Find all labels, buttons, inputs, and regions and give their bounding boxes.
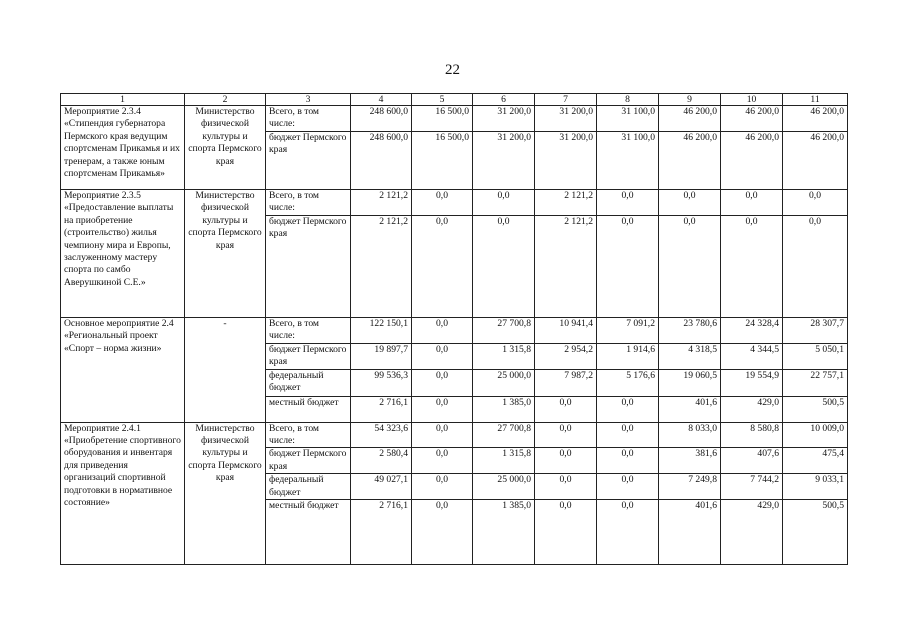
amount-cell: 19 897,7 (351, 343, 412, 369)
amount-cell: 31 200,0 (473, 106, 535, 132)
amount-cell: 0,0 (412, 396, 473, 422)
amount-cell: 2 716,1 (351, 396, 412, 422)
funding-source-cell: бюджет Пермского края (266, 216, 351, 318)
amount-cell: 16 500,0 (412, 106, 473, 132)
funding-source-cell: бюджет Пермского края (266, 132, 351, 190)
amount-cell: 0,0 (473, 216, 535, 318)
amount-cell: 1 385,0 (473, 500, 535, 565)
amount-cell: 31 200,0 (535, 106, 597, 132)
funding-source-cell: федеральный бюджет (266, 369, 351, 396)
table-row (61, 106, 848, 132)
amount-cell: 0,0 (412, 448, 473, 474)
amount-cell: 22 757,1 (783, 369, 848, 396)
amount-cell: 0,0 (783, 216, 848, 318)
executor-cell: Министерство физической культуры и спорта Пермского края (185, 190, 266, 318)
table-row (61, 422, 848, 448)
amount-cell: 0,0 (597, 474, 659, 500)
measure-name-cell: Основное мероприятие 2.4 «Региональный проект «Спорт – норма жизни» (61, 318, 185, 423)
amount-cell: 0,0 (412, 318, 473, 344)
amount-cell: 8 580,8 (721, 422, 783, 448)
column-number: 2 (185, 94, 266, 106)
amount-cell: 0,0 (597, 422, 659, 448)
amount-cell: 31 100,0 (597, 106, 659, 132)
amount-cell: 0,0 (597, 216, 659, 318)
amount-cell: 46 200,0 (721, 106, 783, 132)
amount-cell: 46 200,0 (659, 106, 721, 132)
amount-cell: 475,4 (783, 448, 848, 474)
amount-cell: 0,0 (783, 190, 848, 216)
column-number: 10 (721, 94, 783, 106)
column-number: 6 (473, 94, 535, 106)
funding-source-cell: Всего, в том числе: (266, 190, 351, 216)
amount-cell: 46 200,0 (783, 132, 848, 190)
column-number: 1 (61, 94, 185, 106)
amount-cell: 0,0 (412, 369, 473, 396)
amount-cell: 0,0 (721, 216, 783, 318)
funding-source-cell: Всего, в том числе: (266, 318, 351, 344)
table-row (61, 318, 848, 344)
amount-cell: 31 200,0 (535, 132, 597, 190)
measure-name-cell: Мероприятие 2.3.5 «Предоставление выплаты на приобретение (строительство) жилья чемпиону мира и Европы, заслуженному мастеру спорта по самбо Аверушкиной С.Е.» (61, 190, 185, 318)
amount-cell: 248 600,0 (351, 132, 412, 190)
amount-cell: 27 700,8 (473, 318, 535, 344)
amount-cell: 0,0 (473, 190, 535, 216)
amount-cell: 0,0 (412, 500, 473, 565)
amount-cell: 2 580,4 (351, 448, 412, 474)
amount-cell: 7 091,2 (597, 318, 659, 344)
amount-cell: 500,5 (783, 396, 848, 422)
amount-cell: 248 600,0 (351, 106, 412, 132)
amount-cell: 28 307,7 (783, 318, 848, 344)
column-number: 4 (351, 94, 412, 106)
amount-cell: 381,6 (659, 448, 721, 474)
amount-cell: 0,0 (535, 422, 597, 448)
amount-cell: 122 150,1 (351, 318, 412, 344)
executor-cell: Министерство физической культуры и спорта Пермского края (185, 106, 266, 190)
funding-source-cell: местный бюджет (266, 396, 351, 422)
amount-cell: 429,0 (721, 500, 783, 565)
amount-cell: 25 000,0 (473, 369, 535, 396)
amount-cell: 1 914,6 (597, 343, 659, 369)
amount-cell: 0,0 (535, 500, 597, 565)
column-number: 11 (783, 94, 848, 106)
amount-cell: 401,6 (659, 396, 721, 422)
amount-cell: 5 050,1 (783, 343, 848, 369)
amount-cell: 2 954,2 (535, 343, 597, 369)
column-number: 8 (597, 94, 659, 106)
executor-cell: Министерство физической культуры и спорта Пермского края (185, 422, 266, 564)
amount-cell: 1 315,8 (473, 343, 535, 369)
amount-cell: 7 987,2 (535, 369, 597, 396)
amount-cell: 9 033,1 (783, 474, 848, 500)
amount-cell: 10 009,0 (783, 422, 848, 448)
amount-cell: 0,0 (597, 448, 659, 474)
amount-cell: 5 176,6 (597, 369, 659, 396)
funding-source-cell: Всего, в том числе: (266, 106, 351, 132)
amount-cell: 7 249,8 (659, 474, 721, 500)
amount-cell: 0,0 (535, 474, 597, 500)
amount-cell: 2 121,2 (351, 216, 412, 318)
amount-cell: 31 100,0 (597, 132, 659, 190)
column-number: 3 (266, 94, 351, 106)
column-number: 9 (659, 94, 721, 106)
budget-table (60, 93, 848, 565)
amount-cell: 0,0 (412, 474, 473, 500)
measure-name-cell: Мероприятие 2.4.1 «Приобретение спортивного оборудования и инвентаря для приведения организаций спортивной подготовки в нормативное состояние» (61, 422, 185, 564)
amount-cell: 4 344,5 (721, 343, 783, 369)
page-number: 22 (445, 62, 460, 78)
amount-cell: 7 744,2 (721, 474, 783, 500)
amount-cell: 19 554,9 (721, 369, 783, 396)
amount-cell: 8 033,0 (659, 422, 721, 448)
funding-source-cell: бюджет Пермского края (266, 343, 351, 369)
amount-cell: 0,0 (412, 190, 473, 216)
measure-name-cell: Мероприятие 2.3.4 «Стипендия губернатора Пермского края ведущим спортсменам Прикамья и их тренерам, а также юным спортсменам Прикамья» (61, 106, 185, 190)
amount-cell: 2 121,2 (535, 216, 597, 318)
amount-cell: 0,0 (597, 396, 659, 422)
amount-cell: 54 323,6 (351, 422, 412, 448)
amount-cell: 1 385,0 (473, 396, 535, 422)
funding-source-cell: федеральный бюджет (266, 474, 351, 500)
amount-cell: 16 500,0 (412, 132, 473, 190)
column-number: 5 (412, 94, 473, 106)
amount-cell: 0,0 (412, 343, 473, 369)
amount-cell: 46 200,0 (721, 132, 783, 190)
executor-cell: - (185, 318, 266, 423)
amount-cell: 49 027,1 (351, 474, 412, 500)
amount-cell: 27 700,8 (473, 422, 535, 448)
amount-cell: 23 780,6 (659, 318, 721, 344)
amount-cell: 0,0 (535, 396, 597, 422)
amount-cell: 0,0 (412, 216, 473, 318)
funding-source-cell: Всего, в том числе: (266, 422, 351, 448)
amount-cell: 99 536,3 (351, 369, 412, 396)
table-row (61, 190, 848, 216)
amount-cell: 1 315,8 (473, 448, 535, 474)
amount-cell: 2 121,2 (535, 190, 597, 216)
amount-cell: 0,0 (721, 190, 783, 216)
amount-cell: 46 200,0 (659, 132, 721, 190)
amount-cell: 500,5 (783, 500, 848, 565)
column-number-row (61, 94, 848, 106)
amount-cell: 2 121,2 (351, 190, 412, 216)
amount-cell: 407,6 (721, 448, 783, 474)
amount-cell: 429,0 (721, 396, 783, 422)
column-number: 7 (535, 94, 597, 106)
amount-cell: 46 200,0 (783, 106, 848, 132)
funding-source-cell: местный бюджет (266, 500, 351, 565)
amount-cell: 0,0 (659, 190, 721, 216)
amount-cell: 0,0 (597, 190, 659, 216)
amount-cell: 401,6 (659, 500, 721, 565)
amount-cell: 4 318,5 (659, 343, 721, 369)
amount-cell: 0,0 (412, 422, 473, 448)
amount-cell: 31 200,0 (473, 132, 535, 190)
funding-source-cell: бюджет Пермского края (266, 448, 351, 474)
amount-cell: 10 941,4 (535, 318, 597, 344)
amount-cell: 0,0 (597, 500, 659, 565)
amount-cell: 2 716,1 (351, 500, 412, 565)
amount-cell: 0,0 (535, 448, 597, 474)
amount-cell: 24 328,4 (721, 318, 783, 344)
amount-cell: 25 000,0 (473, 474, 535, 500)
amount-cell: 0,0 (659, 216, 721, 318)
amount-cell: 19 060,5 (659, 369, 721, 396)
